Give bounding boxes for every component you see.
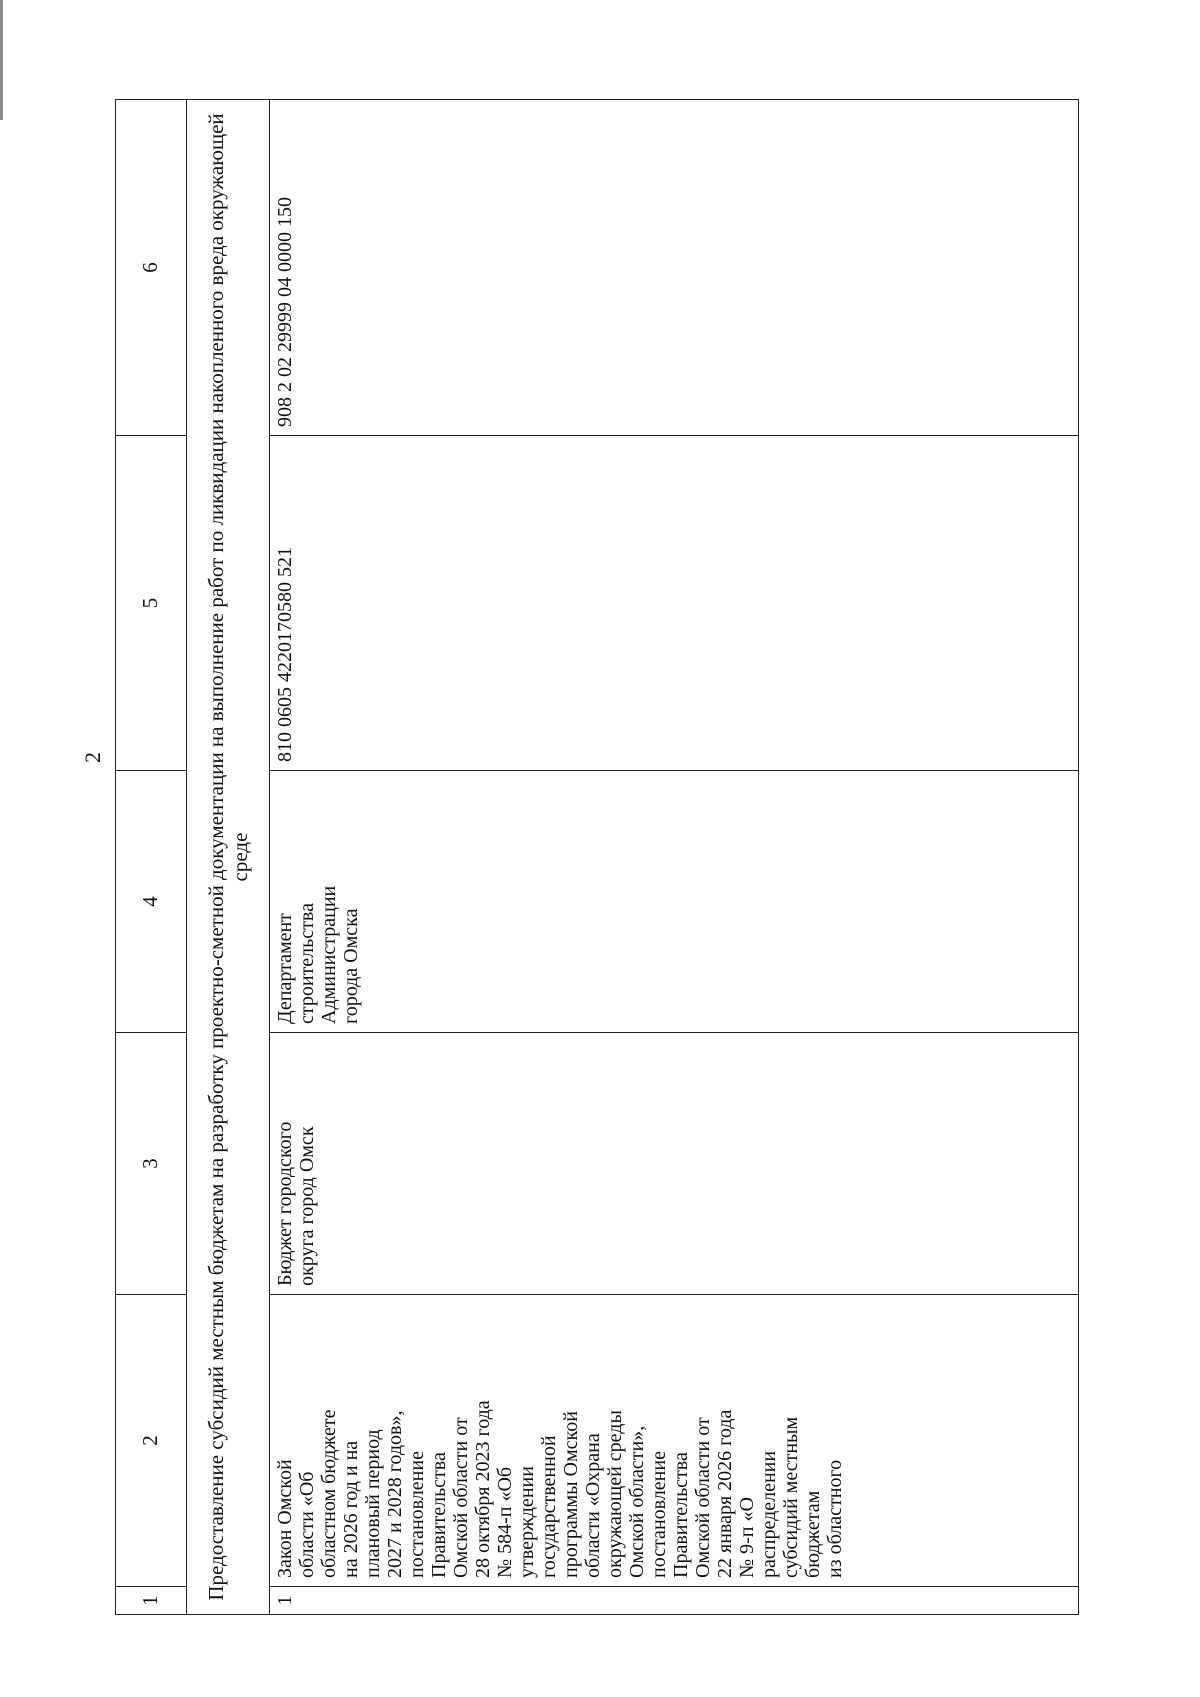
legal-basis-line: утверждении (516, 1466, 538, 1578)
administrator-line: города Омска (340, 908, 362, 1024)
header-cell-1: 1 (116, 1587, 187, 1615)
legal-basis-line: Закон Омской (274, 1459, 296, 1578)
budget-line: округа город Омск (296, 1126, 318, 1286)
administrator-line: Администрации (318, 885, 340, 1024)
section-title-row (187, 100, 270, 1615)
row-number: 1 (270, 1587, 1079, 1615)
table-row (270, 100, 1079, 1615)
header-cell-6: 6 (116, 100, 187, 436)
subsidy-table (115, 99, 1079, 1615)
expense-code-cell: 810 0605 4220170580 521 (270, 436, 1079, 771)
legal-basis-line: государственной (538, 1435, 560, 1578)
legal-basis-line: 2027 и 2028 годов», (384, 1410, 406, 1578)
legal-basis-line: 22 января 2026 года (714, 1409, 736, 1578)
administrator-line: Департамент (274, 913, 296, 1024)
legal-basis-line: бюджетам (802, 1490, 824, 1578)
administrator-line: строительства (296, 903, 318, 1024)
legal-basis-line: области «Охрана (582, 1433, 604, 1578)
legal-basis-line: Омской области от (692, 1417, 714, 1578)
budget-cell (270, 1033, 1079, 1295)
legal-basis-line: распределении (758, 1450, 780, 1578)
header-cell-2: 2 (116, 1295, 187, 1587)
table-header-row (116, 100, 187, 1615)
legal-basis-line: области «Об (296, 1471, 318, 1578)
administrator-cell (270, 771, 1079, 1033)
legal-basis-line: № 9-п «О (736, 1497, 758, 1578)
page-number: 2 (80, 752, 105, 763)
legal-basis-line: окружающей среды (604, 1410, 626, 1578)
header-cell-5: 5 (116, 436, 187, 771)
legal-basis-line: Омской области», (626, 1425, 648, 1578)
budget-text (274, 1041, 318, 1286)
budget-line: Бюджет городского (274, 1121, 296, 1286)
legal-basis-line: областном бюджете (318, 1409, 340, 1578)
legal-basis-line: Правительства (670, 1452, 692, 1578)
legal-basis-line: программы Омской (560, 1411, 582, 1578)
administrator-text (274, 779, 362, 1024)
legal-basis-text (274, 1303, 846, 1578)
legal-basis-cell (270, 1295, 1079, 1587)
header-cell-4: 4 (116, 771, 187, 1033)
legal-basis-line: постановление (406, 1451, 428, 1578)
legal-basis-line: из областного (824, 1459, 846, 1578)
legal-basis-line: на 2026 год и на (340, 1440, 362, 1578)
legal-basis-line: Правительства (428, 1452, 450, 1578)
section-title: Предоставление субсидий местным бюджетам на разработку проектно-сметной документации на выполнение работ по ликвидации накопленного вреда окружающей среде (187, 100, 270, 1615)
legal-basis-line: плановый период (362, 1429, 384, 1578)
legal-basis-line: Омской области от (450, 1417, 472, 1578)
revenue-code-cell: 908 2 02 29999 04 0000 150 (270, 100, 1079, 436)
legal-basis-line: 28 октября 2023 года (472, 1400, 494, 1578)
header-cell-3: 3 (116, 1033, 187, 1295)
rotated-sheet (60, 100, 1140, 1625)
legal-basis-line: постановление (648, 1451, 670, 1578)
scan-edge-artifact (0, 0, 3, 120)
legal-basis-line: № 584-п «Об (494, 1466, 516, 1578)
legal-basis-line: субсидий местным (780, 1416, 802, 1578)
